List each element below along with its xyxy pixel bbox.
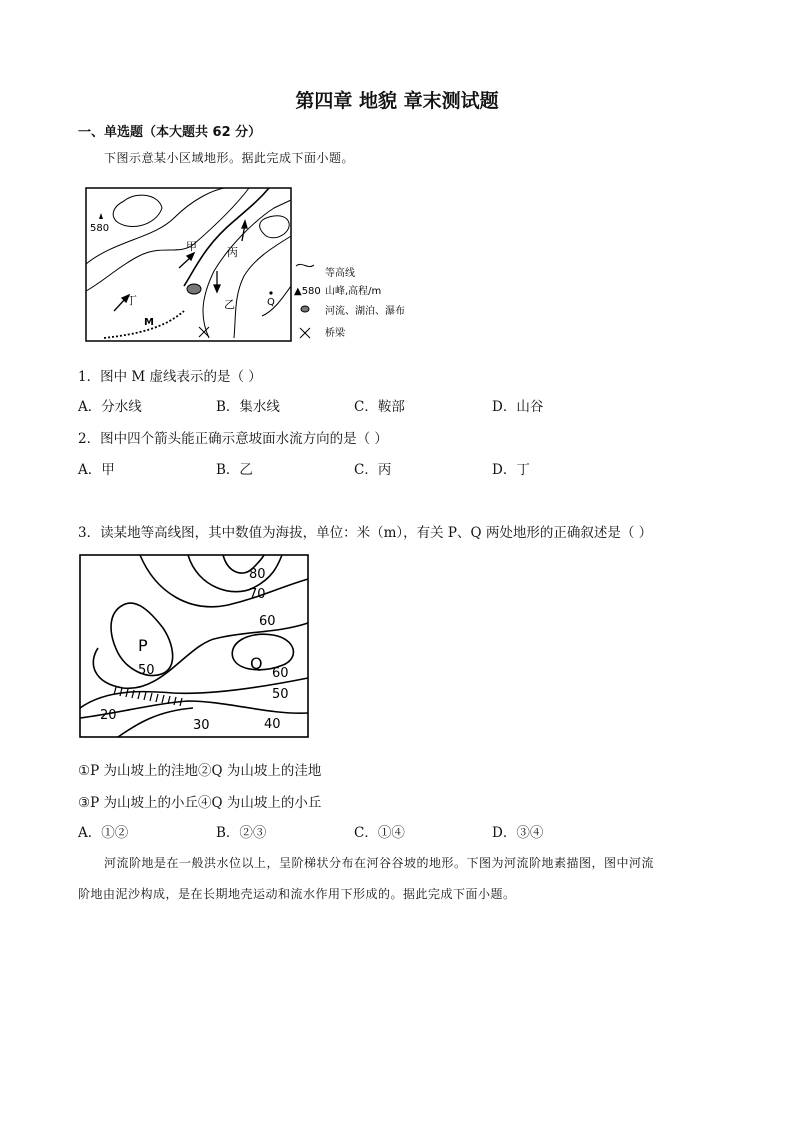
q1-option-d[interactable]: D．山谷 [492,399,544,415]
label-m: M [144,317,154,328]
contour-label-50a: 50 [138,663,155,678]
label-yi: 乙 [224,298,235,311]
q2-option-b[interactable]: B．乙 [216,462,253,478]
section-heading: 一、单选题（本大题共 62 分） [78,125,262,140]
contour-label-20: 20 [100,708,117,723]
q3-option-b[interactable]: B．②③ [216,825,267,841]
page-title: 第四章 地貌 章末测试题 [295,90,499,112]
label-q: Q [267,297,275,308]
q3-statements-2: ③P 为山坡上的小丘④Q 为山坡上的小丘 [78,795,322,811]
q3-option-d[interactable]: D．③④ [492,825,544,841]
contour-label-60a: 60 [259,614,276,629]
contour-label-80: 80 [249,567,266,582]
q3-option-a[interactable]: A．①② [78,825,129,841]
q3-statements-1: ①P 为山坡上的洼地②Q 为山坡上的洼地 [78,763,322,779]
q2-option-a[interactable]: A．甲 [78,462,115,478]
contour-label-50b: 50 [272,687,289,702]
label-ding: 丁 [126,294,137,307]
intro-text-2-line-1: 河流阶地是在一般洪水位以上，呈阶梯状分布在河谷谷坡的地形。下图为河流阶地素描图，图中河流 [104,856,655,870]
q1-option-b[interactable]: B．集水线 [216,399,280,415]
peak-label: 580 [90,223,110,234]
contour-map-figure [78,553,310,739]
intro-text-2-line-2: 阶地由泥沙构成，是在长期地壳运动和流水作用下形成的。据此完成下面小题。 [78,887,516,901]
contour-label-60b: 60 [272,666,289,681]
intro-text-1: 下图示意某小区域地形。据此完成下面小题。 [104,151,355,165]
question-1: 1．图中 M 虚线表示的是（ ） [78,369,262,385]
label-bing: 丙 [227,246,238,259]
label-q: Q [250,654,263,673]
legend-bridge: 桥梁 [325,328,345,339]
label-p: P [138,636,148,655]
contour-label-40: 40 [264,717,281,732]
question-3: 3．读某地等高线图，其中数值为海拔，单位：米（m），有关 P、Q 两处地形的正确叙述是（ ） [78,525,653,541]
contour-label-70: 70 [249,587,266,602]
legend-peak-icon: ▲580 [294,286,321,297]
legend-water: 河流、湖泊、瀑布 [325,306,405,317]
legend-peak: 山峰,高程/m [325,286,382,297]
q1-option-c[interactable]: C．鞍部 [354,399,405,415]
q2-option-c[interactable]: C．丙 [354,462,392,478]
label-jia: 甲 [186,240,197,253]
legend-contour: 等高线 [325,268,355,279]
contour-label-30: 30 [193,718,210,733]
q2-option-d[interactable]: D．丁 [492,462,530,478]
question-2: 2．图中四个箭头能正确示意坡面水流方向的是（ ） [78,431,388,447]
q3-option-c[interactable]: C．①④ [354,825,405,841]
q1-option-a[interactable]: A．分水线 [78,399,142,415]
terrain-map-figure [84,186,414,346]
